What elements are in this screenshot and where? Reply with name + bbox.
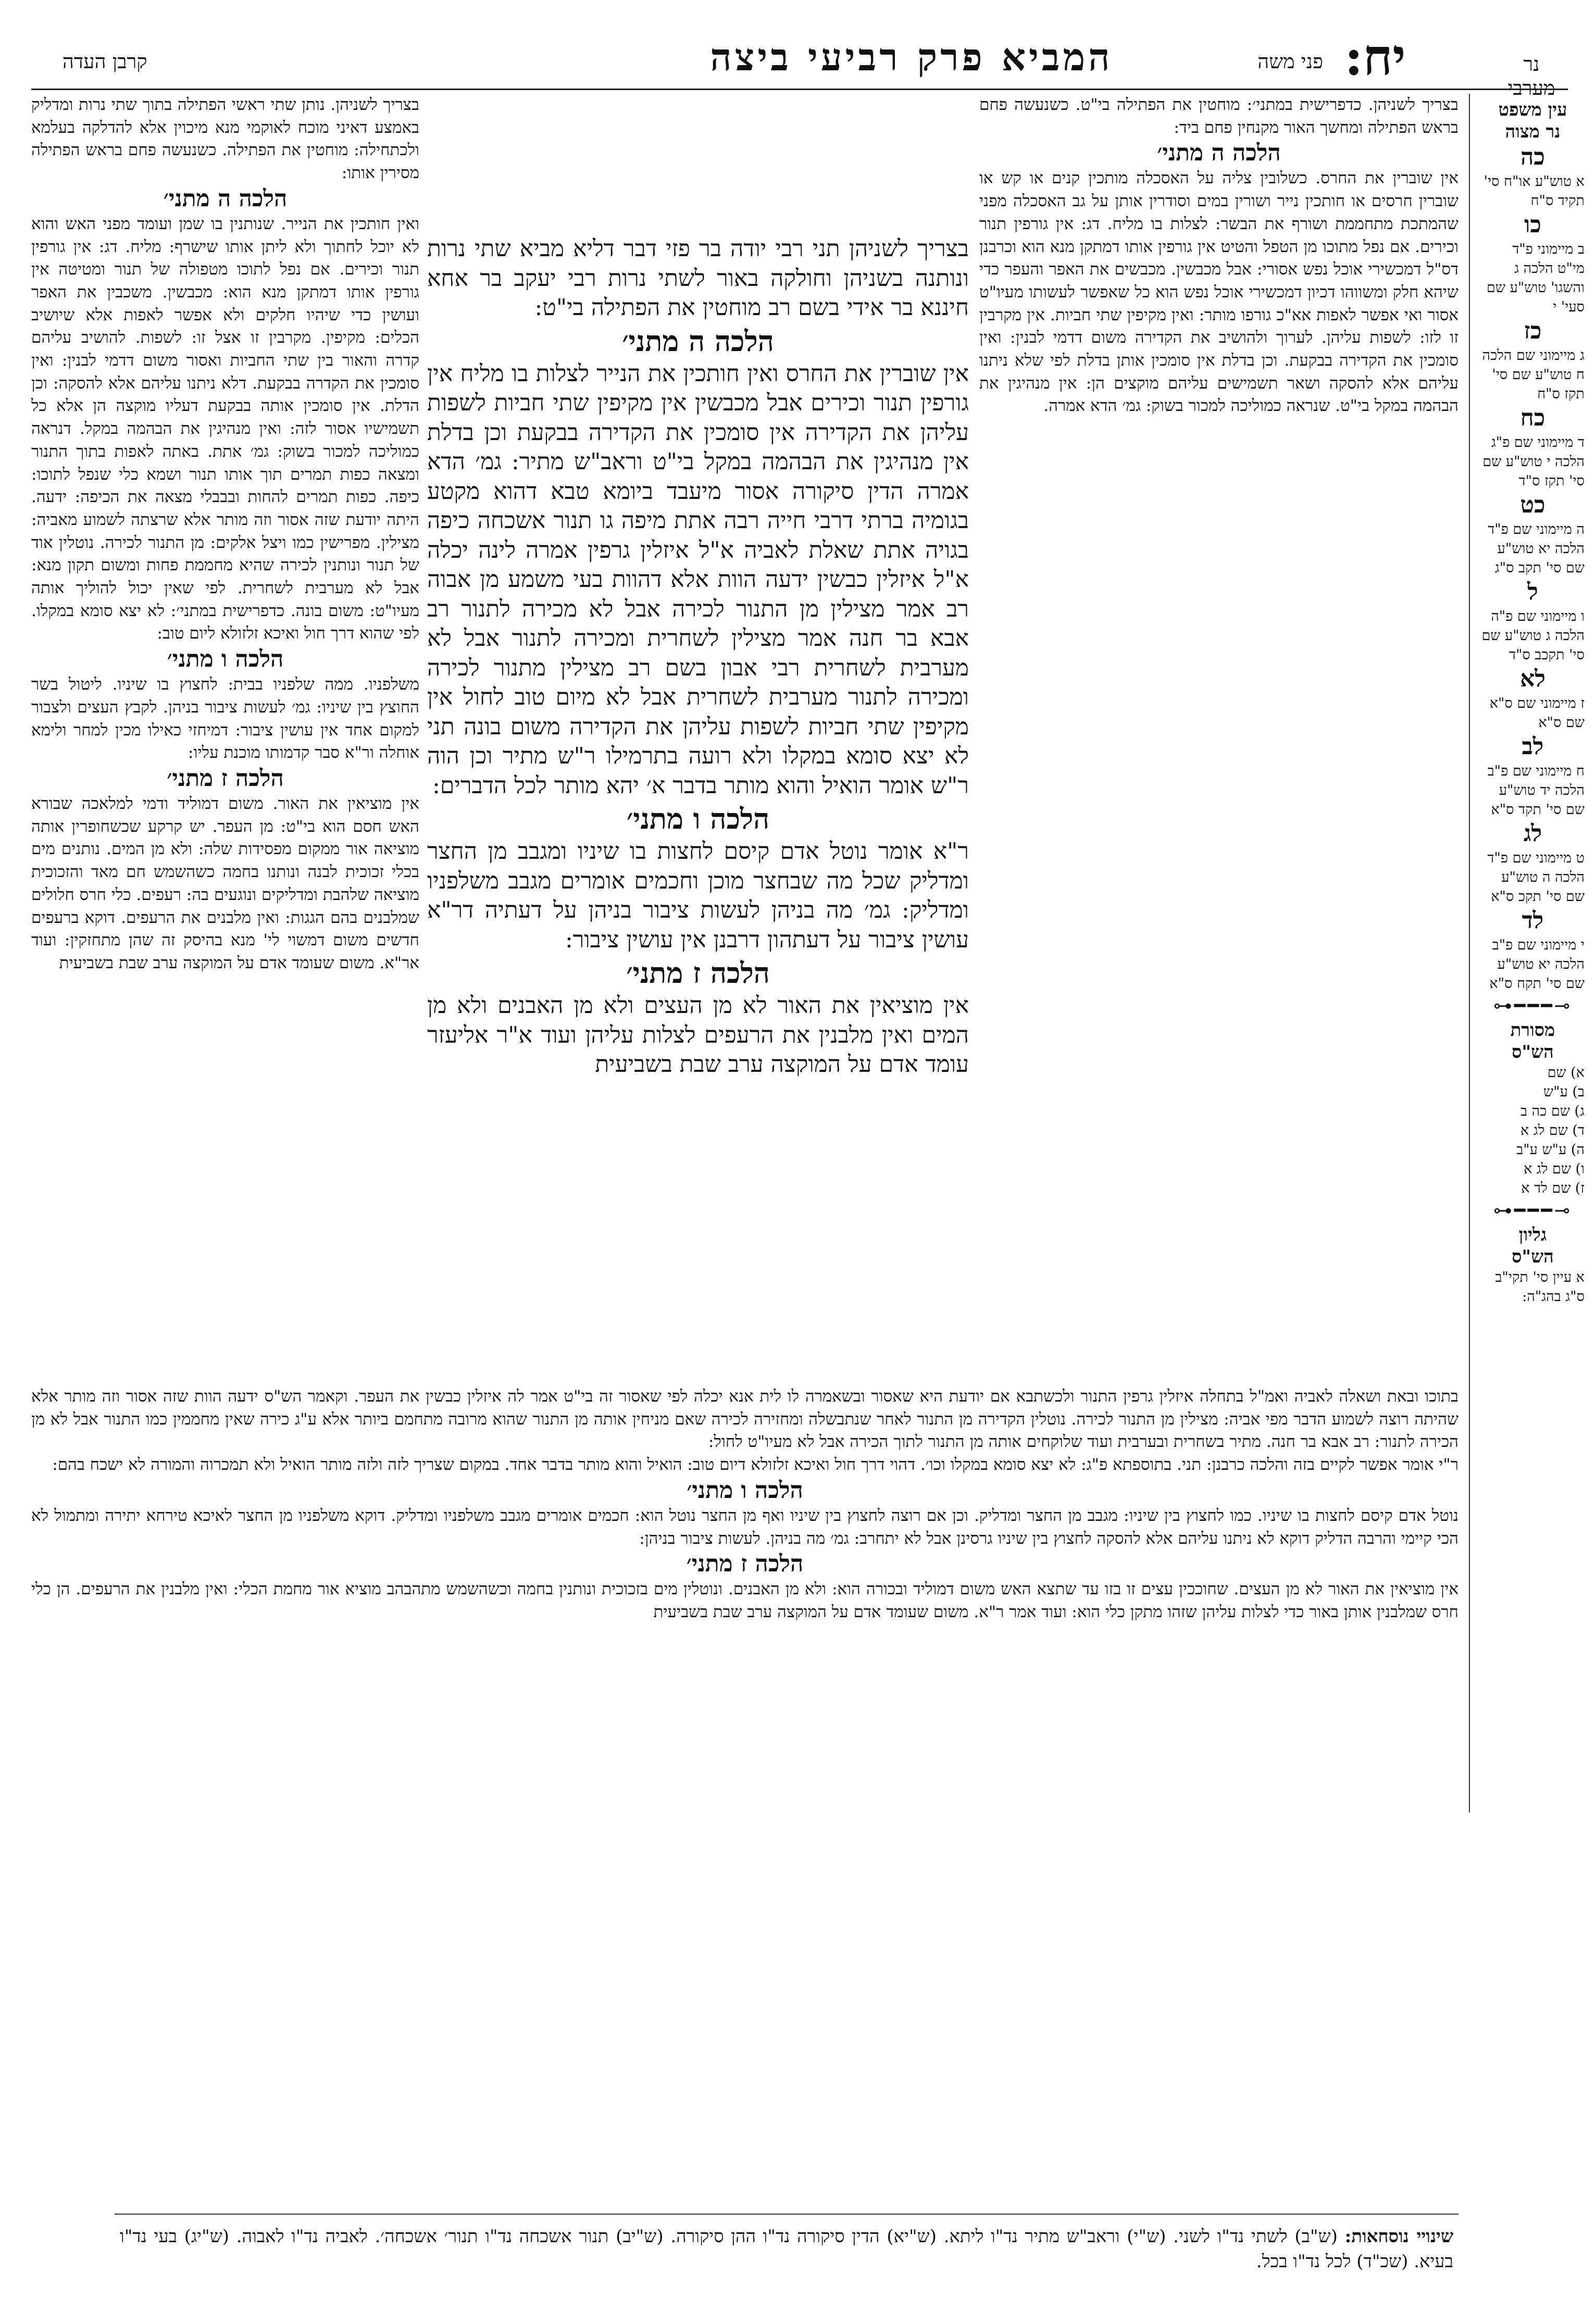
page-title: המביא פרק רביעי ביצה xyxy=(710,35,1113,79)
ornament-divider-icon: ⊸━━━⊷ xyxy=(1493,995,1573,1017)
margin-entry-number: כח xyxy=(1520,405,1545,431)
left-commentary-para: משלפניו. ממה שלפניו בבית: לחצוץ בו שיניו. ליטול בשר החוצץ בין שיניו: גמ׳ לעשות ציבור בניהן. לקבץ העצים ולצבור למקום אחד אין עושין ציבור: דמיחזי כאילו מכין למחר ולימא אוחלה ור"א סבר קדמותו מוכנת עליו: xyxy=(31,675,419,763)
margin-entry-number: לא xyxy=(1520,666,1545,692)
lower-commentary-para: אין מוציאין את האור לא מן העצים. שחוככין עצים זו בזו עד שתצא האש משום דמוליד ובכורה הוא: ולא מן האבנים. ונוטלין מים בזכוכית ונותנין בחמה וכשהשמש מתהבהב מוציא אור מחמת הכלי: ואין מלבנין את הרעפים. הן כלי חרס שמלבנין אותן באור כדי לצלות עליהן שזהו מתקן כלי הוא: ועוד אמר ר"א. משום שעומד אדם על המוקצה ערב שבת בשביעית xyxy=(31,1580,1458,1621)
main-halacha-heading: הלכה ז מתני׳ xyxy=(626,956,770,990)
main-halacha-heading: הלכה ה מתני׳ xyxy=(622,324,774,358)
margin-entry xyxy=(1477,819,1589,906)
margin-entry-ref: ב מיימוני פ"ד מי"ט הלכה ג והשגו' טוש"ע שם סעי' י xyxy=(1487,241,1585,315)
margin-entry-ref: ו מיימוני שם פ"ה הלכה ג טוש"ע שם סי' תקכב ס"ד xyxy=(1481,608,1585,663)
masoret-ref: ה) ע"ש ע"ב xyxy=(1516,1142,1585,1158)
margin-entry-ref: ח מיימוני שם פ"ב הלכה יד טוש"ע שם סי' תקד ס"א xyxy=(1487,763,1585,818)
margin-entry xyxy=(1477,665,1589,732)
margin-entry xyxy=(1477,732,1589,819)
margin-entry xyxy=(1477,906,1589,993)
margin-entry-number: לב xyxy=(1522,733,1544,760)
left-commentary-para: אין מוציאין את האור. משום דמוליד ודמי למלאכה שבורא האש חסם הוא בי"ט: מן העפר. יש קרקע שכשחופרין אותה מוציאה אור ממקום מפסידות שלה: ולא מן המים. נותנים מים בכלי זכוכית לבנה ונותנו בחמה כשהשמש חם מאד והזכוכית מוציאה שלהבת ומדליקים ונוגעים בה: רעפים. כלי חרס חלולים שמלבנים בהם הגגות: ואין מלבנים את הרעפים. דוקא ברעפים חדשים משום דמשוי לי' מנא בהיסק זה שהן מתחזקין: ועוד אר"א. משום שעומד אדם על המוקצה ערב שבת בשביעית xyxy=(31,794,419,972)
margin-heading: עין משפט נר מצוה xyxy=(1498,99,1567,142)
right-commentary-halacha-heading: הלכה ה מתני׳ xyxy=(1157,140,1281,167)
margin-entry-number: לד xyxy=(1522,907,1544,934)
margin-divider xyxy=(1469,94,1470,1813)
header-rule xyxy=(31,89,1568,90)
gilyon-text: א עיין סי' תקי"ב ס"ג בהג"ה: xyxy=(1495,1269,1585,1305)
margin-entry-number: ל xyxy=(1527,579,1538,605)
ornament-divider-icon: ⊸━━━⊷ xyxy=(1493,1200,1573,1221)
lower-commentary xyxy=(31,1385,1458,2203)
right-commentary-para: אין שוברין את החרס. כשלובין צליה על האסכלה מותכין קנים או קש או שוברין חרסים או חותכין נייר ושורין במים וסודרין אותן על גב האסכלה מפני שהמתכת מתחממת ושורף את הבשר: לצלות בו מליח. דג: אין גורפין תנור וכירים. אם נפל מתוכו מן הטפל והטיט אין גורפין אותו דמתקן מנא הוא וכרבנן דס"ל דמכשירי אוכל נפש אסורי: אבל מכבשין. מכבשים את האפר והעפר כדי שיהא חלק ומשווהו דכיון דמכשירי אוכל נפש הוא כל שאפשר לעשותו מעיו"ט אסור ואי אפשר לאפות אא"כ גורפו מותר: ואין מקיפין שתי חביות. אין מקרבין זו לזו: לשפות עליהן. לערוך ולהושיב את הקדירה משום דדמי לבנין: ואין סומכין את הקדירה בבקעת. וכן בדלת אין סומכין אותן בדלת לפי שלא ניתנו עליהם אלא להסקה ושאר תשמישים עליהם מוקצים הן: אין מנהיגין את הבהמה במקל בי"ט. שנראה כמוליכה למכור בשוק: גמ׳ הדא אמרה. xyxy=(979,169,1458,416)
masoret-ref: ד) שם לג א xyxy=(1520,1122,1585,1139)
margin-entry xyxy=(1477,578,1589,665)
margin-entry-ref: י מיימוני שם פ"ב הלכה יא טוש"ע שם סי' תקח ס"א xyxy=(1489,937,1585,992)
left-commentary-para: בצריך לשניהן. נותן שתי ראשי הפתילה בתוך שתי נרות ומדליק באמצע דאיני מוכח לאוקמי מנא מיכוין אלא להדלקה בעלמא ולכתחילה: מוחטין את הפתילה. כשנעשה פחם בראש הפתילה מסירין אותו: xyxy=(31,95,419,183)
lower-commentary-halacha-heading: הלכה ו מתני׳ xyxy=(687,1477,803,1504)
main-text-para: בצריך לשניהן תני רבי יודה בר פזי דבר דליא מביא שתי נרות ונותנה בשניהן וחולקה באור לשתי נרות רבי יעקב בר אחא חיננא בר אידי בשם רב מוחטין את הפתילה בי"ט: xyxy=(427,235,969,321)
main-text-para: אין שוברין את החרס ואין חותכין את הנייר לצלות בו מליח אין גורפין תנור וכירים אבל מכבשין אין מקיפין שתי חביות לשפות עליהן את הקדירה אין סומכין את הקדירה בבקעת וכן בדלת אין מנהיגין את הבהמה במקל בי"ט וראב"ש מתיר: גמ׳ הדא אמרה הדין סיקורה אסור מיעבד ביומא טבא דהוא מקטע בגומיה ברתי דרבי חייה רבה אתת מיפה גו תנור אשכחה כיפה בגויה אתת שאלת לאביה א"ל איזלין גרפין אמרה לינה יכלה א"ל איזלין כבשין ידעה הוות אלא דהוות בעי משמע מן אבוה רב אמר מצילין מן התנור לכירה אבל לא מכירה לתנור רב אבא בר חנה אמר מצילין לשחרית ומכירה לתנור אבל לא מערבית לשחרית רבי אבון בשם רב מצילין מתנור לכירה ומכירה לתנור מערבית לשחרית אבל לא מיום טוב לחול אין מקיפין שתי חביות לשפות עליהן את הקדירה משום בונה תני לא יצא סומא במקלו ולא רועה בתרמילו ר"ש מתיר וכן הוה ר"ש אומר הואיל והוא מותר בדבר א׳ יהא מותר לכל הדברים: xyxy=(427,360,969,799)
margin-entry-number: כז xyxy=(1524,318,1542,344)
header-ner-maaravi: נר מערבי xyxy=(1507,53,1555,99)
margin-entry-number: כט xyxy=(1520,492,1545,518)
textual-variants xyxy=(120,2224,1453,2274)
main-halacha-heading: הלכה ו מתני׳ xyxy=(626,802,770,835)
header-right-commentary-title: פני משה xyxy=(1257,50,1323,73)
lower-commentary-halacha-heading: הלכה ז מתני׳ xyxy=(686,1551,804,1578)
right-commentary-top xyxy=(979,94,1458,1375)
margin-entry-ref: ה מיימוני שם פ"ד הלכה יא טוש"ע שם סי' תקב ס"ג xyxy=(1488,521,1585,576)
lower-commentary-para: ר"י אומר אפשר לקיים בזה והלכה כרבנן: תני. בתוספתא פ"ג: לא יצא סומא במקלו וכו׳. דהוי דרך חול ואיכא זלזולא דיום טוב: הואיל והוא מותר בדבר אחד. במקום שצריך לזה ולזה מותר הואיל ולא תמכרוה והמורה לא ישכח בהם: xyxy=(52,1455,1458,1475)
masoret-ref: ב) ע"ש xyxy=(1543,1084,1585,1100)
main-text-para: ר"א אומר נוטל אדם קיסם לחצות בו שיניו ומגבב מן החצר ומדליק שכל מה שבחצר מוכן וחכמים אומרים מגבב משלפניו ומדליק: גמ׳ מה בניהן לעשות ציבור בניהן על דעתיה דר"א עושין ציבור על דעתהון דרבנן אין עושין ציבור: xyxy=(427,838,969,953)
lower-commentary-para: בתוכו ובאת ושאלה לאביה ואמ"ל בתחלה איזלין גרפין התנור ולכשתבא אם יודעת היא שאסור ובשאמרה לו לית אנא יכלה לפי שאסור זה בי"ט אמר לה איזלין כבשין את העפר. וקאמר הש"ס ידעה הוות שזה אסור וזה מותר אלא שהיתה רוצה לשמוע הדבר מפי אביה: מצילין מן התנור לכירה. נוטלין הקדירה מן התנור לאחר שנתבשלה ומחזירה לכירה שאם מניחין אותה מן התנור שהוא מרובה מתחמם ביותר אלא ע"ג כירה שאין מחממין כמו התנור אבל לא מן הכירה לתנור: רב אבא בר חנה. מתיר בשחרית ובערבית ועוד שלוקחים אותה מן התנור לתוך הכירה אבל לא מעיו"ט לחול: xyxy=(31,1387,1458,1452)
left-commentary-halacha-heading: הלכה ז מתני׳ xyxy=(167,765,284,792)
margin-entry-ref: ז מיימוני שם ס"א שם ס"א xyxy=(1489,695,1585,731)
margin-entry xyxy=(1477,210,1589,317)
main-text-para: אין מוציאין את האור לא מן העצים ולא מן האבנים ולא מן המים ואין מלבנין את הרעפים לצלות עליהן ועוד א"ר אליעזר עומד אדם על המוקצה ערב שבת בשביעית xyxy=(427,992,969,1078)
folio-number: יח: xyxy=(1344,28,1406,86)
margin-entry-ref: ט מיימוני שם פ"ד הלכה ה טוש"ע שם סי' תקכ ס"א xyxy=(1487,850,1585,905)
margin-entry-number: כו xyxy=(1524,211,1541,238)
margin-entry xyxy=(1477,317,1589,404)
margin-entry-ref: ג מיימוני שם הלכה ח טוש"ע שם סי' תקז ס"ח xyxy=(1482,347,1585,402)
masoret-heading: מסורת הש"ס xyxy=(1510,1020,1555,1063)
left-commentary-para: ואין חותכין את הנייר. שנותנין בו שמן ועומד מפני האש והוא לא יוכל לחתוך ולא ליתן אותו שישרף: מליח. דג: אין גורפין תנור וכירים. אם נפל לתוכו מטפולה של תנור ומטיטה אין גורפין אותו דמתקן מנא הוא: מכבשין. משכבין את האפר ועושין כדי שיהיו חלקים ולא אפשר לאפות אלא שיושיב הכלים: מקיפין. מקרבין זו אצל זו: לשפות. להושיב עליהם קדרה והאור בין שתי החביות ואסור משום דדמי לבנין: ואין סומכין את הקדרה בבקעת. דלא ניתנו עליהם אלא להסקה: וכן הדלת. אין סומכין אותה בבקעת דעליו מוקצה הן אלא כל תשמישיו אסור לזה: ואין מנהיגין את הבהמה במקל. דנראה כמוליכה למכור בשוק: גמ׳ אתת. באתה לאפות בתוך התנור ומצאה כפות תמרים תוך אותו תנור ושמא כלי שנפל לתוכו: כיפה. כפות תמרים להחות ובבבלי מצאה את הכיפה: ידעה. היתה יודעת שזה אסור וזה מותר אלא שרצתה לשמוע מאביה: מצילין. מפרישין כמו ויצל אלקים: מן התנור לכירה. נוטלין אוד של תנור ונותנין לכירה שהיא מחממת פחות ומשום תקון מנא: אבל לא מערבית לשחרית. לפי שאין יכול להוליך אותה מעיו"ט: משום בונה. כדפרישית במתני׳: לא יצא סומא במקלו. לפי שהוא דרך חול ואיכא זלזולא ליום טוב: xyxy=(31,214,419,643)
left-commentary-halacha-heading: הלכה ה מתני׳ xyxy=(163,185,288,212)
margin-ein-mishpat xyxy=(1477,99,1589,1870)
masoret-ref: ז) שם לד א xyxy=(1521,1180,1585,1196)
textual-variants-text: (ש"ב) לשתי נד"ו לשני. (ש"י) וראב"ש מתיר נד"ו ליתא. (ש"יא) הדין סיקורה נד"ו ההן סיקורה. (ש"יב) תנור אשכחה נד"ו תנור׳ אשכחה׳. לאביה נד"ו לאבוה. (ש"יג) בעי נד"ו בעיא. (שכ"ד) לכל נד"ו בכל. xyxy=(120,2226,1453,2272)
masoret-ref: א) שם xyxy=(1547,1065,1585,1081)
right-commentary-para: בצריך לשניהן. כדפרישית במתני׳: מוחטין את הפתילה בי"ט. כשנעשה פחם בראש הפתילה ומחשך האור מקנחין פחם ביד: xyxy=(979,95,1458,137)
margin-entry-number: כה xyxy=(1520,144,1545,170)
textual-variants-label: שינויי נוסחאות: xyxy=(1344,2226,1454,2247)
masoret-ref: ו) שם לג א xyxy=(1524,1161,1585,1177)
margin-entry xyxy=(1477,491,1589,578)
masoret-ref: ג) שם כה ב xyxy=(1520,1103,1585,1119)
left-commentary-top xyxy=(31,94,419,1375)
margin-entry-ref: א טוש"ע או"ח סי' תקיד ס"ח xyxy=(1483,173,1585,209)
margin-entry xyxy=(1477,143,1589,210)
header-left-commentary-title: קרבן העדה xyxy=(63,50,147,73)
lower-commentary-para: נוטל אדם קיסם לחצות בו שיניו. כמו לחצוץ בין שיניו: מגבב מן החצר ומדליק. וכן אם רוצה לחצוץ בין שיניו ואף מן החצר נוטל הוא: חכמים אומרים מגבב משלפניו ומדליק. דוקא משלפניו מן החצר לאיכא טירחא יתירה ומתמול לא הכי קיימי והרבה הדליק דוקא לא ניתנו עליהם אלא להסקה לחצוץ בין שיניו גרסינן אבל לא יתחרב: גמ׳ מה בניהן. לעשות ציבור בניהן: xyxy=(31,1506,1458,1548)
margin-entry-number: לג xyxy=(1523,820,1542,847)
left-commentary-halacha-heading: הלכה ו מתני׳ xyxy=(167,646,284,673)
margin-entry xyxy=(1477,404,1589,491)
gilyon-heading: גליון הש"ס xyxy=(1512,1225,1554,1267)
margin-entry-ref: ד מיימוני שם פ"ג הלכה י טוש"ע שם סי' תקז ס"ד xyxy=(1482,434,1585,489)
main-text-block xyxy=(427,234,969,1354)
footer-rule xyxy=(115,2214,1458,2215)
